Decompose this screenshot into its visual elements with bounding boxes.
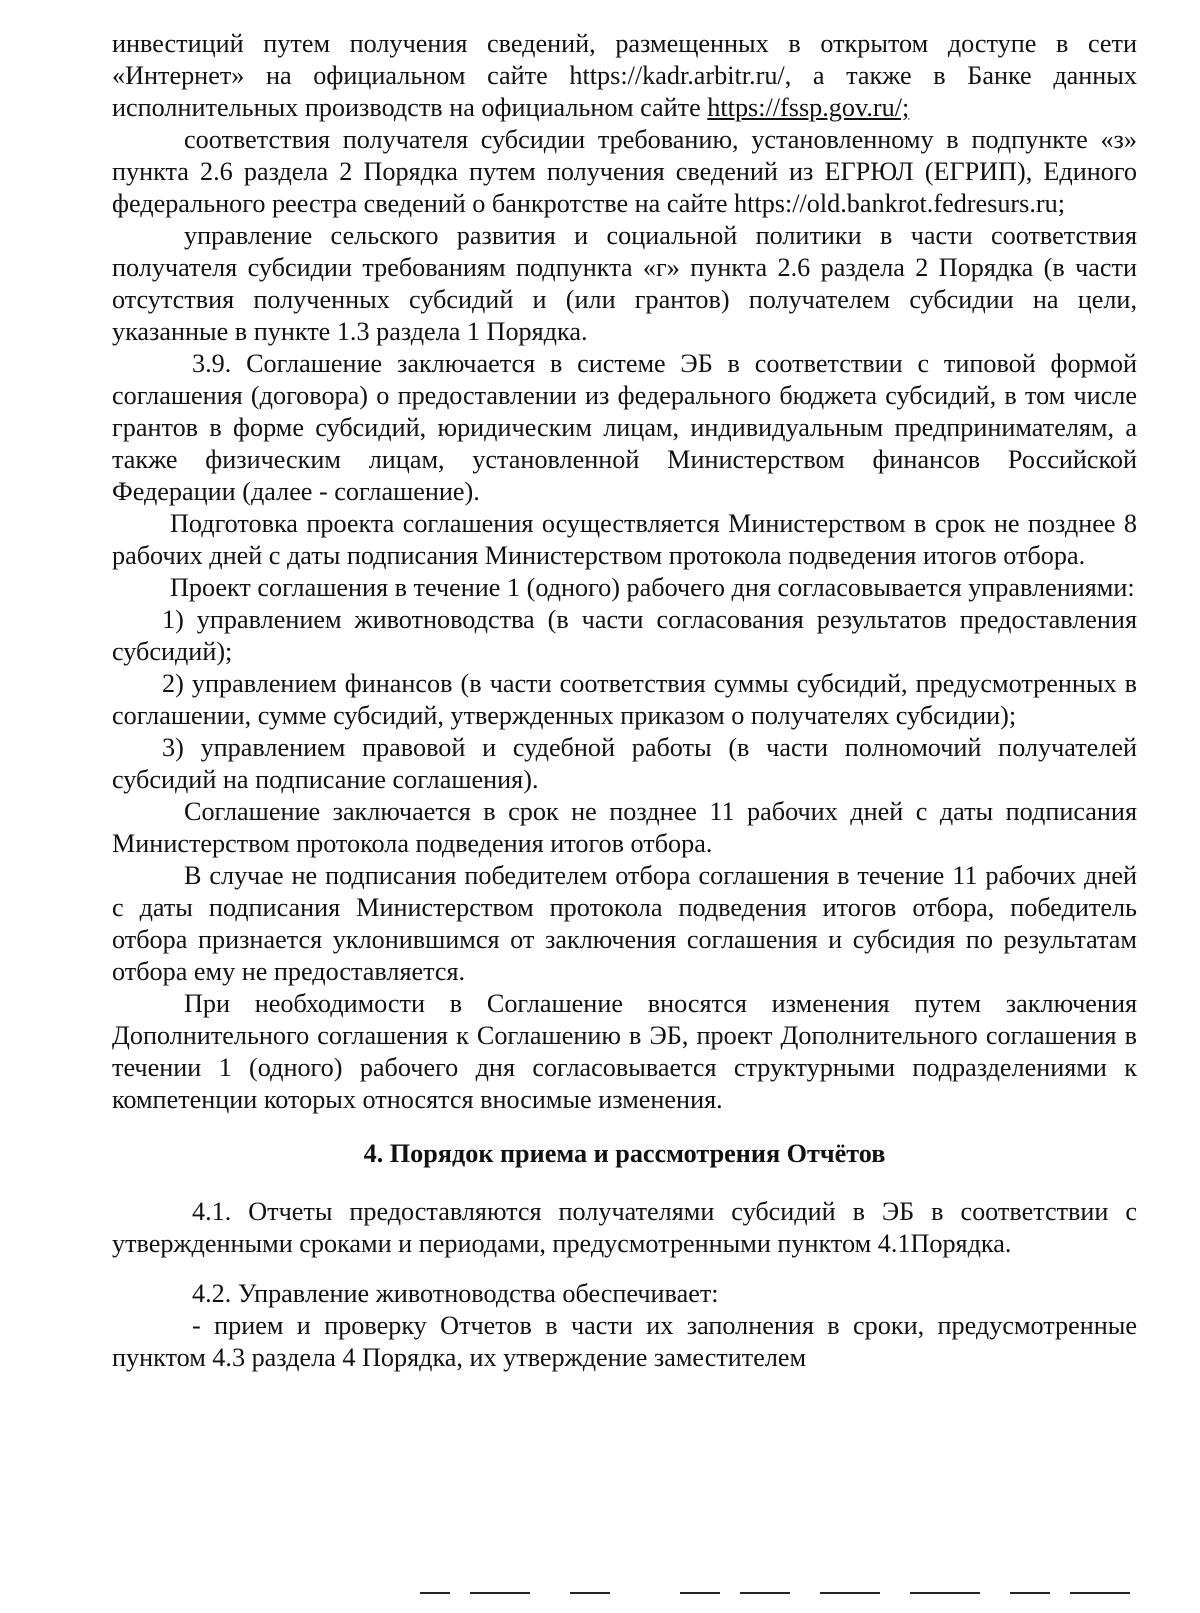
paragraph-sources bbox=[112, 28, 1137, 124]
document-page bbox=[112, 28, 1137, 1374]
paragraph-reports-check: - прием и проверку Отчетов в части их заполнения в сроки, предусмотренные пунктом 4.3 раздела 4 Порядка, их утверждение заместителем bbox=[112, 1311, 1137, 1372]
list-item-3: 3) управлением правовой и судебной работы (в части полномочий получателей субсидий на подписание соглашения). bbox=[112, 733, 1137, 794]
paragraph-amendments: При необходимости в Соглашение вносятся изменения путем заключения Дополнительного соглашения к Соглашению в ЭБ, проект Дополнительного соглашения в течении 1 (одного) рабочего дня согласовывается структурными подразделениями к компетенции которых относятся вносимые изменения. bbox=[112, 989, 1137, 1114]
paragraph-4-1: 4.1. Отчеты предоставляются получателями субсидий в ЭБ в соответствии с утвержденными сроками и периодами, предусмотренными пунктом 4.1Порядка. bbox=[112, 1197, 1137, 1258]
paragraph-4-2: 4.2. Управление животноводства обеспечивает: bbox=[192, 1279, 719, 1308]
fssp-link[interactable]: https://fssp.gov.ru/; bbox=[707, 93, 910, 122]
section-heading-4: 4. Порядок приема и рассмотрения Отчётов bbox=[363, 1139, 886, 1168]
list-item-1: 1) управлением животноводства (в части согласования результатов предоставления субсидий); bbox=[112, 605, 1137, 666]
scan-artifact-lines bbox=[420, 1592, 1140, 1596]
paragraph-draft-preparation: Подготовка проекта соглашения осуществляется Министерством в срок не позднее 8 рабочих дней с даты подписания Министерством протокола подведения итогов отбора. bbox=[112, 509, 1137, 570]
spacer bbox=[112, 1260, 1137, 1278]
paragraph-rural-dept: управление сельского развития и социальной политики в части соответствия получателя субсидии требованиям подпункта «г» пункта 2.6 раздела 2 Порядка (в части отсутствия полученных субсидий и (или грантов) получателем субсидии на цели, указанные в пункте 1.3 раздела 1 Порядка. bbox=[112, 221, 1137, 346]
paragraph-draft-approval: Проект соглашения в течение 1 (одного) рабочего дня согласовывается управлениями: bbox=[170, 573, 1135, 602]
list-item-2: 2) управлением финансов (в части соответствия суммы субсидий, предусмотренных в соглашении, сумме субсидий, утвержденных приказом о получателях субсидии); bbox=[112, 669, 1137, 730]
paragraph-agreement-term: Соглашение заключается в срок не позднее 11 рабочих дней с даты подписания Министерством протокола подведения итогов отбора. bbox=[112, 797, 1137, 858]
paragraph-bankruptcy-check: соответствия получателя субсидии требованию, установленному в подпункте «з» пункта 2.6 раздела 2 Порядка путем получения сведений из ЕГРЮЛ (ЕГРИП), Единого федерального реестра сведений о банкротстве на сайте https://old.bankrot.fedresurs.ru; bbox=[112, 125, 1137, 218]
paragraph-text: инвестиций путем получения сведений, размещенных в открытом доступе в сети «Интернет» на официальном сайте https://kadr.arbitr.ru/, а также в Банке данных исполнительных производств на официальном сайте bbox=[112, 29, 1137, 122]
paragraph-3-9: 3.9. Соглашение заключается в системе ЭБ в соответствии с типовой формой соглашения (договора) о предоставлении из федерального бюджета субсидий, в том числе грантов в форме субсидий, юридическим лицам, индивидуальным предпринимателям, а также физическим лицам, установленной Министерством финансов Российской Федерации (далее - соглашение). bbox=[112, 349, 1137, 506]
paragraph-non-signing: В случае не подписания победителем отбора соглашения в течение 11 рабочих дней с даты подписания Министерством протокола подведения итогов отбора, победитель отбора признается уклонившимся от заключения соглашения и субсидия по результатам отбора ему не предоставляется. bbox=[112, 861, 1137, 986]
